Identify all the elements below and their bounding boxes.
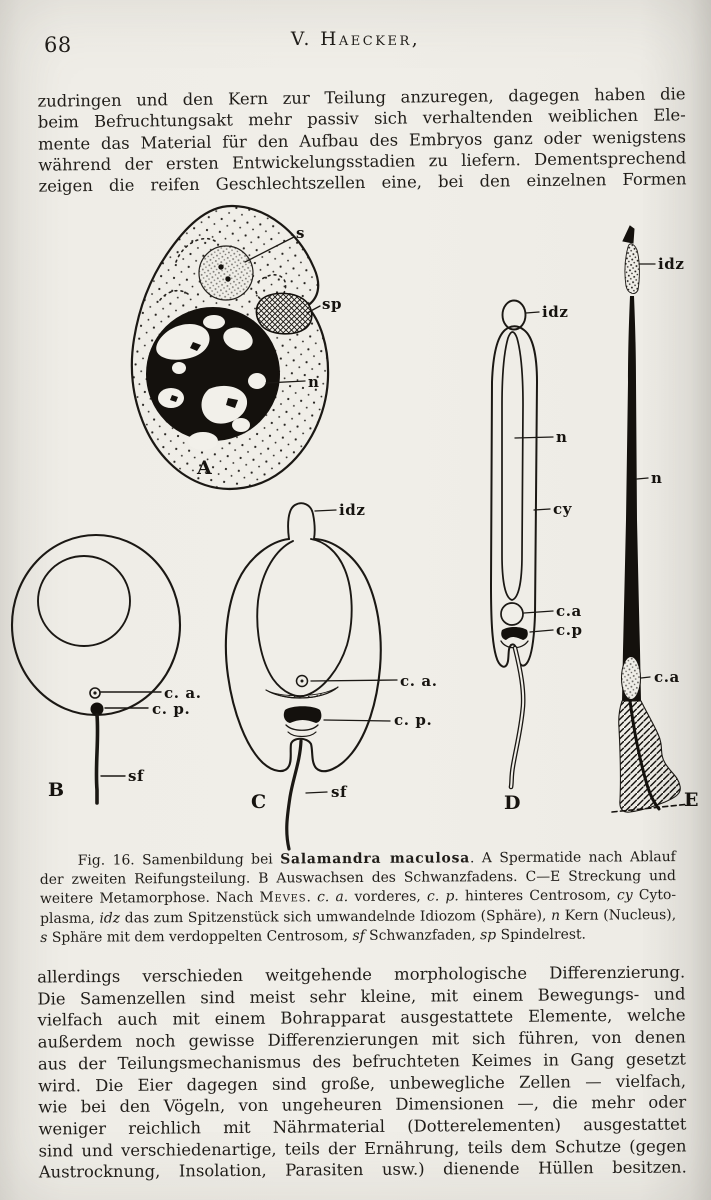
label-s: s [296,224,306,242]
label-sp: sp [322,295,343,313]
text-line: aus der Teilungsmechanismus des befruchteten Keimes in Gang gesetzt [37,1049,686,1074]
cell-e-drawing [612,226,690,812]
running-head: V. Haecker, [290,29,421,50]
caption-line: weitere Metamorphose. Nach Meves. c. a. vorderes, c. p. hinteres Centrosom, cy Cyto- [39,887,677,908]
label-cp-b: c. p. [152,700,191,718]
text-line: wird. Die Eier dagegen sind große, unbewegliche Zellen — vielfach, [38,1070,687,1096]
panel-letter-c: C [251,791,267,813]
figure-caption [40,848,677,948]
text-line: Die Samenzellen sind meist sehr kleine, mit einem Bewegungs- und [37,984,686,1009]
cell-d-drawing [491,301,553,788]
label-ca-e: c.a [654,668,680,686]
label-n-e: n [651,469,663,487]
panel-letter-a: A [197,457,212,479]
cell-b-drawing [12,535,180,803]
text-line: zeigen die reifen Geschlechtszellen eine, bei den einzelnen Formen [38,169,687,196]
label-ca-d: c.a [556,602,582,620]
panel-letter-d: D [504,792,521,814]
label-idz-d: idz [542,303,569,321]
label-cp-d: c.p [556,621,583,639]
label-idz-c: idz [339,501,366,519]
label-n: n [308,373,320,391]
text-line: mente das Material für den Aufbau des Embryos ganz oder wenigstens [37,126,687,154]
text-line: weniger reichlich mit Nährmaterial (Dotterelementen) ausgestattet [38,1114,687,1139]
text-line: wie bei den Vögeln, von ungeheuren Dimensionen —, die mehr oder [38,1092,687,1117]
caption-line: s Sphäre mit dem verdoppelten Centrosom, sf Schwanzfaden, sp Spindelrest. [40,926,586,946]
text-line: während der ersten Entwickelungsstadien zu liefern. Dementsprechend [38,148,687,175]
label-sf-b: sf [128,767,145,785]
label-ca-b: c. a. [164,684,202,702]
label-cp-c: c. p. [394,711,433,729]
text-line: allerdings verschieden weitgehende morphologische Differenzierung. [37,962,686,987]
page-number: 68 [44,33,72,57]
body-paragraph [37,961,687,1183]
label-cy-d: cy [553,500,573,518]
caption-line: der zweiten Reifungsteilung. B Auswachsen des Schwanzfadens. C—E Streckung und [39,868,676,889]
label-idz-e: idz [658,255,685,273]
caption-line: plasma, idz das zum Spitzenstück sich umwandelnde Idiozom (Sphäre), n Kern (Nucleus), [40,906,677,927]
text-line: außerdem noch gewisse Differenzierungen mit sich führen, von denen [37,1027,686,1052]
text-line: beim Befruchtungsakt mehr passiv sich verhaltenden weiblichen Ele- [37,105,686,132]
panel-letter-e: E [684,789,699,811]
text-line: sind und verschiedenartige, teils der Ernährung, teils dem Schutze (gegen [38,1136,687,1161]
panel-letter-b: B [48,779,65,801]
cell-a-drawing [132,206,328,489]
text-line: zudringen und den Kern zur Teilung anzuregen, dagegen haben die [37,84,686,111]
text-line: Austrocknung, Insolation, Parasiten usw.) dienende Hüllen besitzen. [38,1157,687,1182]
text-line: vielfach auch mit einem Bohrapparat ausgestattete Elemente, welche [37,1005,686,1030]
label-n-d: n [556,428,568,446]
caption-line: Fig. 16. Samenbildung bei Salamandra maculosa. A Spermatide nach Ablauf [77,849,676,869]
label-ca-c: c. a. [400,672,438,690]
label-sf-c: sf [331,783,348,801]
